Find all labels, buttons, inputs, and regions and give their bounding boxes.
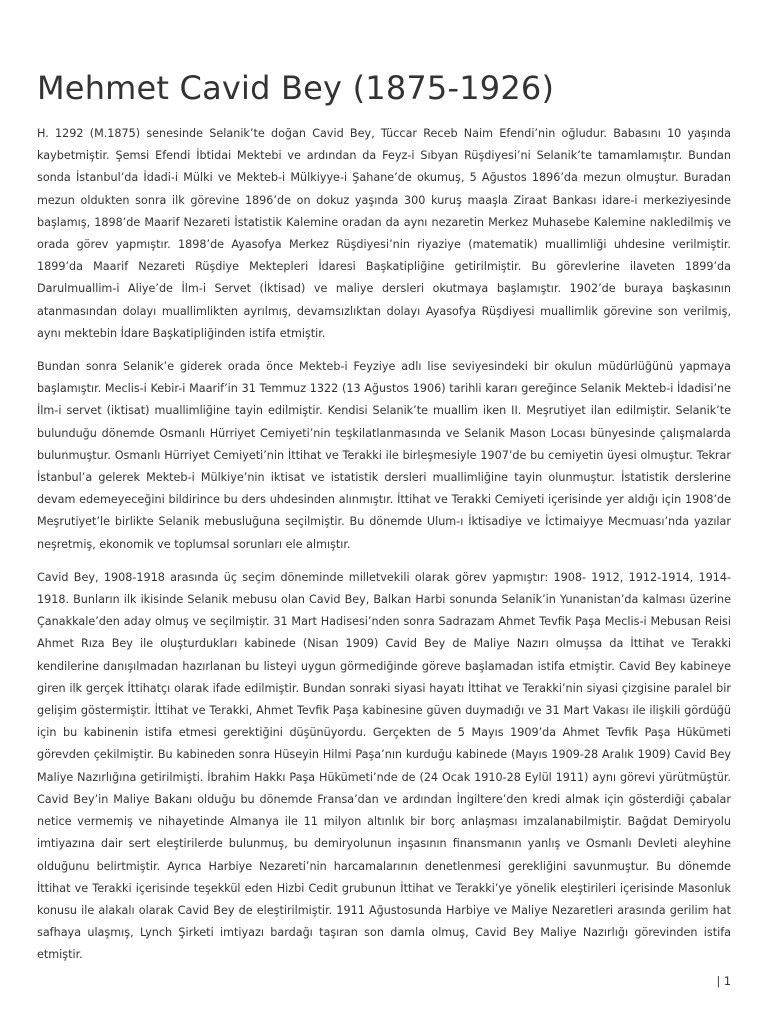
document-title: Mehmet Cavid Bey (1875-1926) [37,69,555,107]
page-number: | 1 [716,975,731,988]
paragraph-1: H. 1292 (M.1875) senesinde Selanik’te doğan Cavid Bey, Tüccar Receb Naim Efendi’nin oğludur. Babasını 10 yaşında kaybetmiştir. Şemsi Efendi İbtidai Mektebi ve ardından da Feyz-i Sıbyan Rüşdiyesi’ni Selanik’te tamamlamıştır. Bundan sonda İstanbul’da İdadi-i Mülki ve Mekteb-i Mülkiyye-i Şahane’de okumuş, 5 Ağustos 1896’da mezun olmuştur. Buradan mezun oldukten sonra ilk görevine 1896’de on dokuz yaşında 300 kuruş maaşla Ziraat Bankası idare-i merkeziyesinde başlamış, 1898’de Maarif Nezareti İstatistik Kalemine oradan da aynı nezaretin Merkez Muhasebe Kalemine nakledilmiş ve orada görev yapmıştır. 1898’de Ayasofya Merkez Rüşdiyesi’nin riyaziye (matematik) muallimliği uhdesine verilmiştir. 1899’da Maarif Nezareti Rüşdiye Mektepleri İdaresi Başkatipliğine getirilmiştir. Bu görevlerine ilaveten 1899’da Darulmuallim-i Aliye’de İlm-i Servet (İktisad) ve maliye dersleri okutmaya başlamıştır. 1902’de buraya başkasının atanmasından dolayı muallimlikten ayrılmış, devamsızlıktan dolayı Ayasofya Rüşdiyesi muallimlik görevine son verilmiş, aynı mektebin İdare Başkatipliğinden istifa etmiştir. [37,127,731,340]
document-page [37,66,731,978]
paragraph-2: Bundan sonra Selanik’e giderek orada önce Mekteb-i Feyziye adlı lise seviyesindeki bir okulun müdürlüğünü yapmaya başlamıştır. Meclis-i Kebir-i Maarif’in 31 Temmuz 1322 (13 Ağustos 1906) tarihli kararı gereğince Selanik Mekteb-i İdadisi’ne İlm-i servet (iktisat) muallimliğine tayin edilmiştir. Kendisi Selanik’te muallim iken II. Meşrutiyet ilan edilmiştir. Selanik’te bulunduğu dönemde Osmanlı Hürriyet Cemiyeti’nin teşkilatlanmasında ve Selanik Mason Locası bünyesinde çalışmalarda bulunmuştur. Osmanlı Hürriyet Cemiyeti’nin İttihat ve Terakki ile birleşmesiyle 1907’de bu cemiyetin üyesi olmuştur. Tekrar İstanbul’a gelerek Mekteb-i Mülkiye’nin iktisat ve istatistik dersleri muallimliğine tayin olunmuştur. İstatistik derslerine devam edemeyeceğini bildirince bu ders uhdesinden alınmıştır. İttihat ve Terakki Cemiyeti içerisinde yer aldığı için 1908’de Meşrutiyet’le birlikte Selanik mebusluğuna seçilmiştir. Bu dönemde Ulum-ı İktisadiye ve İctimaiyye Mecmuası’nda yazılar neşretmiş, ekonomik ve toplumsal sorunları ele almıştır. [37,360,731,551]
paragraph-3: Cavid Bey, 1908-1918 arasında üç seçim döneminde milletvekili olarak görev yapmıştır: 1908- 1912, 1912-1914, 1914-1918. Bunların ilk ikisinde Selanik mebusu olan Cavid Bey, Balkan Harbi sonunda Selanik’in Yunanistan’da kalması üzerine Çanakkale’den aday olmuş ve seçilmiştir. 31 Mart Hadisesi’nden sonra Sadrazam Ahmet Tevfik Paşa Meclis-i Mebusan Reisi Ahmet Rıza Bey ile oluşturdukları kabinede (Nisan 1909) Cavid Bey de Maliye Nazırı olmuşsa da İttihat ve Terakki kendilerine danışılmadan hazırlanan bu listeyi uygun görmediğinde göreve başlamadan istifa etmiştir. Cavid Bey kabineye giren ilk gerçek İttihatçı olarak ifade edilmiştir. Bundan sonraki siyasi hayatı İttihat ve Terakki’nin siyasi çizgisine paralel bir gelişim göstermiştir. İttihat ve Terakki, Ahmet Tevfik Paşa kabinesine güven duymadığı ve 31 Mart Vakası ile ilişkili gördüğü için bu kabinenin istifa etmesi gerektiğini düşünüyordu. Gerçekten de 5 Mayıs 1909’da Ahmet Tevfik Paşa Hükümeti görevden çekilmiştir. Bu kabineden sonra Hüseyin Hilmi Paşa’nın kurduğu kabinede (Mayıs 1909-28 Aralık 1909) Cavid Bey Maliye Nazırlığına getirilmişti. İbrahim Hakkı Paşa Hükümeti’nde de (24 Ocak 1910-28 Eylül 1911) aynı görevi yürütmüştür. Cavid Bey’in Maliye Bakanı olduğu bu dönemde Fransa’dan ve ardından İngiltere’den kredi almak için gösterdiği çabalar netice vermemiş ve nihayetinde Almanya ile 11 milyon altınlık bir borç anlaşması imzalanabilmiştir. Bağdat Demiryolu imtiyazına dair sert eleştirilerde bulunmuş, bu demiryolunun inşasının finansmanın yanlış ve Osmanlı Devleti aleyhine olduğunu belirtmiştir. Ayrıca Harbiye Nezareti’nin harcamalarının denetlenmesi gerekliğini savunmuştur. Bu dönemde İttihat ve Terakki içerisinde teşekkül eden Hizbi Cedit grubunun İttihat ve Terakki’ye yönelik eleştirileri içerisinde Masonluk konusu ile alakalı olarak Cavid Bey de eleştirilmiştir. 1911 Ağustosunda Harbiye ve Maliye Nezaretleri arasında gerilim hat safhaya ulaşmış, Lynch Şirketi imtiyazı bardağı taşıran son damla olmuş, Cavid Bey Maliye Nazırlığı görevinden istifa etmiştir. [37,570,731,962]
